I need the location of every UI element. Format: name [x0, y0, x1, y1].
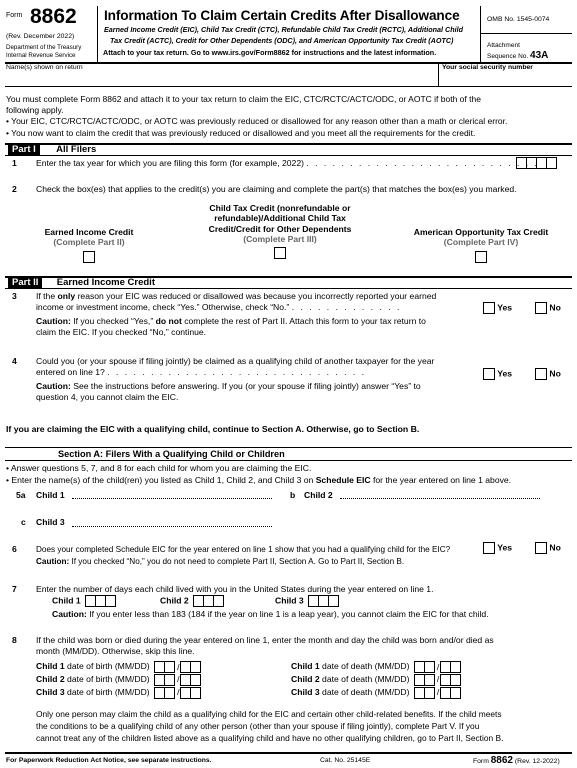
sequence-label: [487, 50, 548, 62]
part-1-label: Part I: [8, 144, 40, 155]
line-7-number: 7: [12, 584, 17, 594]
line-8-text: If the child was born or died during the year entered on line 1, enter the month and day the child was born and/or died as month (MM/DD). Otherwise, skip this line.: [36, 635, 494, 657]
aotc-option: [402, 227, 560, 265]
part-2-header: [8, 277, 155, 288]
eic-sublabel: (Complete Part II): [53, 237, 125, 248]
line-1-number: 1: [12, 158, 17, 168]
section-a-bullets: [6, 463, 511, 487]
intro-bullet-1: • Your EIC, CTC/RCTC/ACTC/ODC, or AOTC was previously reduced or disallowed for any reason other than a math or clerical error.: [6, 116, 508, 127]
child-2-dod-day[interactable]: [441, 674, 461, 686]
form-label: [6, 12, 22, 20]
form-subtitle-2: Tax Credit (ACTC), Credit for Other Dependents (ODC), and American Opportunity Tax Credit (AOTC): [110, 36, 454, 45]
child-3-dod-day[interactable]: [441, 687, 461, 699]
ctc-label-2: refundable)/Additional Child Tax: [214, 213, 346, 224]
sequence-text: Sequence No.: [487, 53, 529, 60]
part-2-title: Earned Income Credit: [56, 277, 155, 288]
ctc-checkbox[interactable]: [274, 247, 286, 259]
ssn-field-label: Your social security number: [442, 64, 533, 71]
child-2-dob: Child 2 date of birth (MM/DD) /: [36, 673, 201, 686]
line-3-number: 3: [12, 291, 17, 301]
line-3-yes[interactable]: Yes: [483, 302, 512, 314]
child-1-dod: Child 1 date of death (MM/DD) /: [291, 660, 461, 673]
eic-checkbox[interactable]: [83, 251, 95, 263]
aotc-sublabel: (Complete Part IV): [443, 237, 519, 248]
intro-line-1: You must complete Form 8862 and attach it to your tax return to claim the EIC, CTC/RCTC/ACTC/ODC, or AOTC if both of the: [6, 94, 481, 104]
intro-bullet-2: • You now want to claim the credit that was previously reduced or disallowed and you meet all the requirements for the credit.: [6, 127, 476, 138]
line-4-no[interactable]: No: [535, 368, 561, 380]
attach-instruction: Attach to your tax return. Go to www.irs.gov/Form8862 for instructions and the latest information.: [103, 48, 437, 57]
form-title: Information To Claim Certain Credits After Disallowance: [104, 8, 460, 23]
line-5a-number: 5a: [16, 490, 26, 500]
dod-group: [291, 660, 461, 699]
child-1-name-input[interactable]: [72, 490, 272, 499]
line-5c-label: Child 3: [36, 517, 65, 527]
section-instruction: If you are claiming the EIC with a qualifying child, continue to Section A. Otherwise, go to Section B.: [6, 424, 420, 434]
line-4-number: 4: [12, 356, 17, 366]
child-2-dob-day[interactable]: [181, 674, 201, 686]
line-6-text: Does your completed Schedule EIC for the year entered on line 1 show that you had a qualifying child for the EIC? Caution: If you checked “No,” you do not need to complete Part II, Section A. Go to Part II, Section B.: [36, 545, 451, 566]
intro-text: [6, 94, 572, 139]
line-6-yes-checkbox[interactable]: [483, 542, 495, 554]
child-2-name-input[interactable]: [340, 490, 540, 499]
ctc-label-1: Child Tax Credit (nonrefundable or: [209, 203, 351, 213]
child-3-dod-month[interactable]: [415, 687, 435, 699]
name-field[interactable]: [6, 72, 436, 84]
dob-group: [36, 660, 201, 699]
line-6-no[interactable]: No: [535, 542, 561, 554]
child-1-dod-day[interactable]: [441, 661, 461, 673]
child-2-days-input[interactable]: [194, 595, 224, 607]
ctc-option: [190, 203, 370, 262]
omb-number: OMB No. 1545-0074: [487, 16, 550, 23]
irs-name: Internal Revenue Service: [6, 52, 76, 59]
line-7-child-3: Child 3: [275, 595, 339, 607]
line-4-text: Could you (or your spouse if filing jointly) be claimed as a qualifying child of another taxpayer for the year entered on line 1? . . . . . . . . . . . . . . . . . . . . . . . . . . . . . . Caution: See the instructions before answering. If you (or your spouse if filing jointly) answer “Yes” to question 4, you cannot claim the EIC.: [36, 356, 435, 403]
line-7-child-1: Child 1: [52, 595, 116, 607]
form-subtitle-1: Earned Income Credit (EIC), Child Tax Credit (CTC), Refundable Child Tax Credit (RCTC), Additional Child: [104, 25, 463, 34]
child-3-dob-day[interactable]: [181, 687, 201, 699]
aotc-checkbox[interactable]: [475, 251, 487, 263]
line-6-no-checkbox[interactable]: [535, 542, 547, 554]
child-1-dod-month[interactable]: [415, 661, 435, 673]
ssn-field[interactable]: [442, 72, 570, 84]
section-a-bullet-2: • Enter the name(s) of the child(ren) you listed as Child 1, Child 2, and Child 3 on Schedule EIC for the year entered on line 1 above.: [6, 474, 512, 485]
line-7-caution: Caution: If you enter less than 183 (184 if the year on line 1 is a leap year), you cannot claim the EIC for that child.: [52, 609, 489, 619]
child-3-days-input[interactable]: [309, 595, 339, 607]
footer-form-id: Form 8862 (Rev. 12-2022): [473, 755, 560, 766]
line-5a-label: Child 1: [36, 490, 65, 500]
part-1-header: [8, 144, 96, 155]
line-4-no-checkbox[interactable]: [535, 368, 547, 380]
ctc-sublabel: (Complete Part III): [243, 233, 317, 244]
child-1-dob-day[interactable]: [181, 661, 201, 673]
line-3-text: If the only reason your EIC was reduced or disallowed was because you incorrectly reported your earned income or investment income, check “Yes.” Otherwise, check “No.” . . . . . . . . . . . . . Caution: If you checked “Yes,” do not complete the rest of Part II. Attach this form to your tax return to claim the EIC. If you checked “No,” continue.: [36, 291, 437, 338]
line-3-no[interactable]: No: [535, 302, 561, 314]
child-1-dob: Child 1 date of birth (MM/DD) /: [36, 660, 201, 673]
line-5b-label: Child 2: [304, 490, 333, 500]
tax-year-input[interactable]: [517, 157, 557, 169]
section-a-title: Section A: Filers With a Qualifying Child or Children: [58, 449, 285, 459]
child-1-days-input[interactable]: [86, 595, 116, 607]
ctc-label-3: Credit/Credit for Other Dependents: [208, 223, 352, 234]
child-3-dob: Child 3 date of birth (MM/DD) /: [36, 686, 201, 699]
child-2-dod-month[interactable]: [415, 674, 435, 686]
child-1-dob-month[interactable]: [155, 661, 175, 673]
aotc-label: American Opportunity Tax Credit: [413, 227, 549, 237]
intro-line-2: following apply.: [6, 105, 64, 116]
child-2-dob-month[interactable]: [155, 674, 175, 686]
form-word: Form: [6, 12, 23, 19]
eic-option: [24, 227, 154, 265]
line-6-number: 6: [12, 544, 17, 554]
footer-notice: For Paperwork Reduction Act Notice, see separate instructions.: [6, 757, 212, 764]
form-number: 8862: [30, 5, 77, 28]
line-7-child-2: Child 2: [160, 595, 224, 607]
name-field-label: Name(s) shown on return: [6, 64, 83, 71]
line-8-number: 8: [12, 635, 17, 645]
footer-cat-number: Cat. No. 25145E: [320, 757, 371, 764]
part-2-label: Part II: [8, 277, 42, 288]
revision-date: (Rev. December 2022): [6, 33, 75, 40]
child-2-dod: Child 2 date of death (MM/DD) /: [291, 673, 461, 686]
part-1-title: All Filers: [56, 144, 97, 155]
line-5b-number: b: [290, 490, 296, 500]
child-3-name-input[interactable]: [72, 518, 272, 527]
line-1-label: Enter the tax year for which you are filing this form (for example, 2022): [36, 158, 304, 168]
line-3-no-checkbox[interactable]: [535, 302, 547, 314]
attachment-label: Attachment: [487, 42, 520, 49]
child-3-dob-month[interactable]: [155, 687, 175, 699]
department: Department of the Treasury: [6, 44, 82, 51]
section-a-bullet-1: • Answer questions 5, 7, and 8 for each child for whom you are claiming the EIC.: [6, 463, 312, 473]
line-7-text: Enter the number of days each child lived with you in the United States during the year entered on line 1.: [36, 584, 434, 594]
line-1-text: Enter the tax year for which you are filing this form (for example, 2022) . . . . . . . . . . . . . . . . . . . . . . . . . . .: [36, 158, 539, 168]
line-5c-number: c: [21, 517, 26, 527]
line-2-number: 2: [12, 184, 17, 194]
line-4-yes[interactable]: Yes: [483, 368, 512, 380]
eic-label: Earned Income Credit: [44, 227, 134, 237]
sequence-number: 43A: [530, 50, 549, 61]
qualifying-child-paragraph: Only one person may claim the child as a qualifying child for the EIC and certain other child-related benefits. If the child meets the conditions to be a qualifying child of any other person (other than your spouse if filing jointly), complete Part V. If you cannot treat any of the children listed above as a qualifying child and have no other qualifying children, go to Part II, Section B.: [36, 709, 504, 743]
line-2-text: Check the box(es) that applies to the credit(s) you are claiming and complete the part(s) that matches the box(es) you marked.: [36, 184, 517, 194]
line-3-yes-checkbox[interactable]: [483, 302, 495, 314]
child-3-dod: Child 3 date of death (MM/DD) /: [291, 686, 461, 699]
line-4-yes-checkbox[interactable]: [483, 368, 495, 380]
line-6-yes[interactable]: Yes: [483, 542, 512, 554]
